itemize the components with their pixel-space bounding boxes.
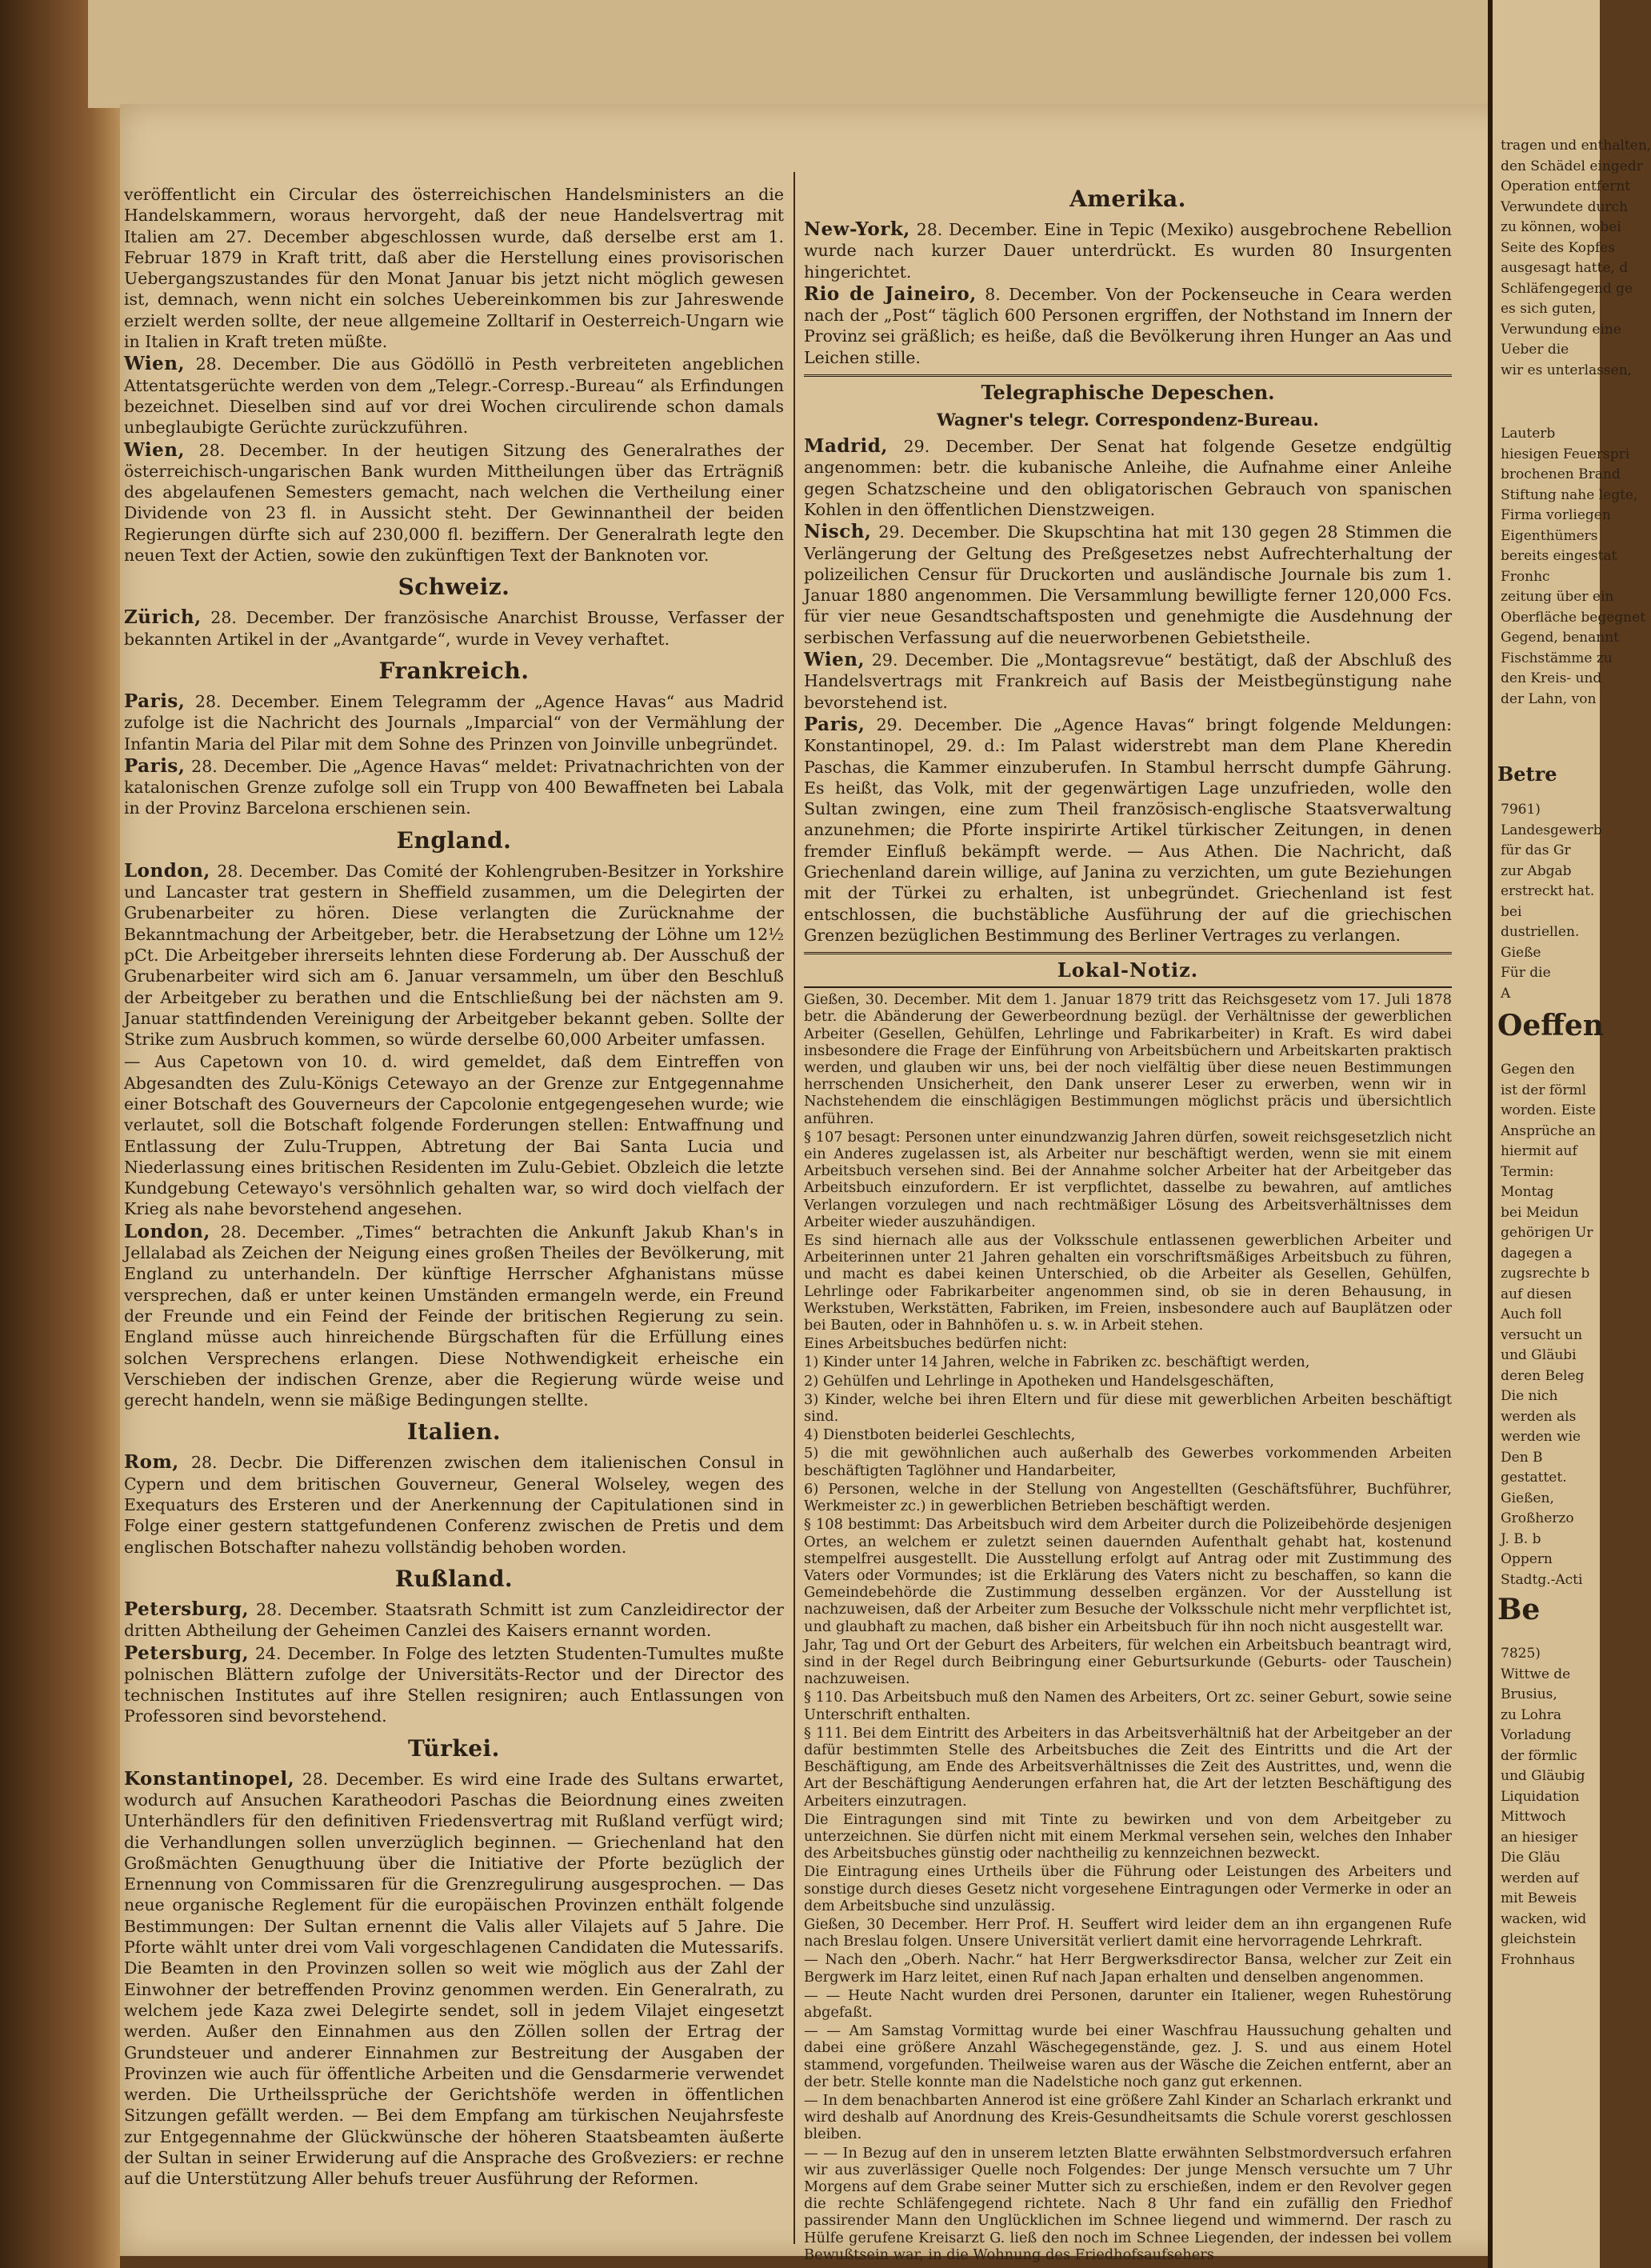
next-page-line: Großherzo [1501, 1510, 1574, 1526]
next-page-text-be [1501, 1644, 1586, 1970]
news-item-madrid: Madrid, 29. December. Der Senat hat folgende Gesetze endgültig angenommen: betr. die kubanische Anleihe, die Aufnahme einer Anleihe gegen Schatzscheine und den obligatorischen Gebrauch von spanischen Kohlen in den öffentlichen Dienstzweigen. [804, 435, 1452, 519]
next-page-line: Gegen den [1501, 1062, 1575, 1078]
next-page-line: Montag [1501, 1184, 1554, 1200]
article-intro: veröffentlicht ein Circular des österreichischen Handelsministers an die Handelskammern, woraus hervorgeht, daß der neue Handelsvertrag mit Italien am 27. December abgeschlossen wurde, daß derselbe erst am 1. Februar 1879 in Kraft tritt, daß aber die Herstellung eines provisorischen Uebergangszustandes für den Monat Januar bis jetzt nicht möglich gewesen ist, demnach, wenn nicht ein solches Uebereinkommen bis zur Jahreswende erzielt werden sollte, der neue allgemeine Zolltarif in Oesterreich-Ungarn wie in Italien in Kraft treten müßte. [124, 185, 784, 352]
next-page-line: zur Abgab [1501, 862, 1572, 879]
next-page-line: ausgesagt hatte, d [1501, 260, 1629, 276]
next-page-line: Oppern [1501, 1551, 1553, 1567]
news-item-paris-1: Paris, 28. December. Einem Telegramm der „Agence Havas“ aus Madrid zufolge ist die Nachricht des Journals „Imparcial“ von der Vermählung der Infantin Maria del Pilar mit dem Sohne des Prinzen von Joinville unbegründet. [124, 690, 784, 754]
news-item-paris-2: Paris, 28. December. Die „Agence Havas“ meldet: Privatnachrichten von der katalonischen Grenze zufolge soll ein Trupp von 400 Bewaffneten bei Labala in der Provinz Barcelona erschienen sein. [124, 754, 784, 818]
next-page-line: Die Gläu [1501, 1850, 1561, 1866]
next-page-line: und Gläubi [1501, 1347, 1577, 1363]
next-page-line: Landesgewerb [1501, 822, 1602, 838]
next-page-text-oeffentlich [1501, 1060, 1596, 1590]
page-top-edge [88, 0, 1524, 108]
lokal-paragraph: — — Am Samstag Vormittag wurde bei einer Waschfrau Haussuchung gehalten und dabei eine größere Anzahl Wäschegegenstände, gez. J. S. und aus einem Hotel stammend, vorgefunden. Theilweise waren aus der Wäsche die Zeichen entfernt, aber an der betr. Stelle konnte man die Nadelstiche noch ganz gut erkennen. [804, 2022, 1452, 2090]
next-page-line: wacken, wid [1501, 1910, 1587, 1927]
next-page-line: der förmlic [1501, 1747, 1577, 1764]
next-page-edge [1493, 0, 1651, 2268]
next-page-line: Schläfengegend ge [1501, 280, 1633, 297]
next-page-line: Gegend, benannt [1501, 630, 1619, 646]
lokal-paragraph: — Nach den „Oberh. Nachr.“ hat Herr Bergwerksdirector Bansa, welcher zur Zeit ein Bergwerk im Harz leitet, einen Ruf nach Japan erhalten und denselben angenommen. [804, 1951, 1452, 1986]
next-page-line: deren Beleg [1501, 1367, 1585, 1384]
next-page-line: Stadtg.-Acti [1501, 1571, 1583, 1588]
lokal-paragraph: Gießen, 30 December. Herr Prof. H. Seuffert wird leider dem an ihn ergangenen Rufe nach Breslau folgen. Unsere Universität verliert damit eine hervorragende Lehrkraft. [804, 1915, 1452, 1950]
next-page-line: bei Meidun [1501, 1204, 1579, 1221]
next-page-heading-be: Be [1497, 1593, 1541, 1626]
next-page-line: brochenen Brand [1501, 466, 1621, 482]
lokal-list-item: 2) Gehülfen und Lehrlinge in Apotheken und Handelsgeschäften, [804, 1372, 1274, 1390]
next-page-line: hiermit auf [1501, 1143, 1577, 1159]
next-page-line: Fronhc [1501, 568, 1550, 585]
lokal-paragraph: § 110. Das Arbeitsbuch muß den Namen des Arbeiters, Ort zc. seiner Geburt, sowie seine Unterschrift enthalten. [804, 1689, 1452, 1723]
next-page-line: zugsrechte b [1501, 1266, 1590, 1282]
next-page-line: 7825) [1501, 1646, 1541, 1662]
next-page-line: Operation entfernt [1501, 178, 1631, 194]
next-page-line: J. B. b [1501, 1530, 1541, 1547]
lokal-list-item: 5) die mit gewöhnlichen auch außerhalb des Gewerbes vorkommenden Arbeiten beschäftigten Taglöhner und Handarbeiter, [804, 1445, 1452, 1479]
next-page-line: werden auf [1501, 1870, 1579, 1886]
next-page-line: Ansprüche an [1501, 1122, 1596, 1139]
next-page-line: tragen und enthalten, [1501, 138, 1651, 154]
next-page-line: A [1501, 985, 1511, 1002]
column-divider [794, 172, 795, 2244]
next-page-line: versucht un [1501, 1326, 1583, 1343]
news-item-zuerich: Zürich, 28. December. Der französische Anarchist Brousse, Verfasser der bekannten Artikel in der „Avantgarde“, wurde in Vevey verhaftet. [124, 606, 784, 649]
next-page-line: Firma vorliegen [1501, 507, 1611, 523]
next-page-line: Liquidation [1501, 1788, 1580, 1805]
next-page-line: auf diesen [1501, 1286, 1572, 1302]
section-heading-frankreich: Frankreich. [378, 657, 530, 684]
section-divider [804, 952, 1452, 954]
next-page-line: Die nich [1501, 1388, 1558, 1404]
next-page-line: Den B [1501, 1449, 1543, 1466]
section-heading-england: England. [396, 826, 512, 854]
section-heading-schweiz: Schweiz. [398, 574, 510, 601]
news-item-london-1: London, 28. December. Das Comité der Kohlengruben-Besitzer in Yorkshire und Lancaster trat gestern in Sheffield zusammen, um die Delegirten der Grubenarbeiter zu hören. Diese verlangten die Zurücknahme der Bekanntmachung der Arbeitgeber, betr. die Herabsetzung der Löhne um 12½ pCt. Die Arbeitgeber ihrerseits lehnten diese Forderung ab. Der Ausschuß der Grubenarbeiter wird sich am 6. Januar versammeln, um über den Beschluß der Arbeitgeber zu berathen und die Entschließung bei der nächsten am 9. Januar stattfindenden Vereinigung der Arbeitgeber bekannt geben. Sollte der Strike zum Ausbruch kommen, so würde derselbe 60,000 Arbeiter umfassen. [124, 859, 784, 1050]
next-page-line: Wittwe de [1501, 1666, 1571, 1682]
section-heading-russland: Rußland. [394, 1565, 514, 1592]
news-item-wien-2: Wien, 28. December. In der heutigen Sitzung des Generalrathes der österreichisch-ungarischen Bank wurden Mittheilungen über das Erträgniß des abgelaufenen Semesters gemacht, nach welchen die Vertheilung einer Dividende von 23 fl. in Aussicht steht. Der Gewinnantheil der beiden Regierungen dürfte sich auf 230,000 fl. beziffern. Der Generalrath legte den neuen Text der Actien, sowie den zukünftigen Text der Banknoten vor. [124, 438, 784, 566]
lokal-notiz-body [804, 991, 1452, 2263]
next-page-line: für das Gr [1501, 842, 1571, 858]
next-page-line: gehörigen Ur [1501, 1225, 1593, 1241]
lokal-list-item: 3) Kinder, welche bei ihren Eltern und für diese mit gewerblichen Arbeiten beschäftigt sind. [804, 1390, 1452, 1426]
next-page-line: es sich guten, [1501, 301, 1597, 317]
lokal-paragraph: Es sind hiernach alle aus der Volksschule entlassenen gewerblichen Arbeiter und Arbeiterinnen unter 21 Jahren gehalten ein vorschriftsmäßiges Arbeitsbuch zu führen, und macht es dabei keinen Unterschied, ob die Arbeiter als Gesellen, Gehülfen, Lehrlinge oder Fabrikarbeiter angenommen sind, ob sie in deren Behausung, in Werkstuben, Werkstätten, Fabriken, im Freien, insbesondere auch auf Bauplätzen oder bei Bauten, oder in Bahnhöfen u. s. w. in Arbeit stehen. [804, 1232, 1452, 1334]
news-item-konstantinopel: Konstantinopel, 28. December. Es wird eine Irade des Sultans erwartet, wodurch auf Ansuchen Karatheodori Paschas die Beiordnung eines zweiten Unterhändlers für den definitiven Friedensvertrag mit Rußland verfügt wird; die Verhandlungen sollen unverzüglich beginnen. — Griechenland hat den Großmächten Genugthuung über die Initiative der Pforte bezüglich der Ernennung von Commissaren für die Grenzregulirung ausgesprochen. — Das neue organische Reglement für die europäischen Provinzen enthält folgende Bestimmungen: Der Sultan ernennt die Valis aller Vilajets auf 5 Jahre. Die Pforte wählt unter drei vom Vali vorgeschlagenen Candidaten die Mutessarifs. Die Beamten in den Provinzen sollen so weit wie möglich aus der Zahl der Einwohner der betreffenden Provinz genommen werden. Ein Generalrath, zu welchem jede Kaza zwei Delegirte sendet, soll in jedem Vilajet eingesetzt werden. Außer den Einnahmen aus den Zöllen sollen der Ertrag der Grundsteuer und anderer Einnahmen zur Bestreitung der Ausgaben der Provinzen wie auch für öffentliche Arbeiten und die Gensdarmerie verwendet werden. Die Urtheilssprüche der Gerichtshöfe werden in öffentlichen Sitzungen gefällt werden. — Bei dem Empfang am türkischen Neujahrsfeste zur Entgegennahme der Glückwünsche der höheren Staatsbeamten äußerte der Sultan in seiner Erwiderung auf die Ansprache des Großveziers: er rechne auf die Unterstützung Aller behufs treuer Ausführung der Reformen. [124, 1767, 784, 2189]
next-page-line: den Schädel eingedr [1501, 158, 1643, 174]
next-page-line: gestattet. [1501, 1470, 1567, 1486]
lokal-paragraph: Die Eintragung eines Urtheils über die Führung oder Leistungen des Arbeiters und sonstige durch dieses Gesetz nicht vorgesehene Eintragungen oder Vermerke in oder an dem Arbeitsbuche sind unzulässig. [804, 1863, 1452, 1914]
lokal-paragraph: — In dem benachbarten Annerod ist eine größere Zahl Kinder an Scharlach erkrankt und wird deshalb auf Anordnung des Kreis-Gesundheitsamts die Schule vorerst geschlossen bleiben. [804, 2092, 1452, 2143]
next-page-line: zu Lohra [1501, 1706, 1562, 1723]
section-heading-lokal: Lokal-Notiz. [1057, 958, 1199, 982]
next-page-line: Gieße [1501, 944, 1541, 961]
news-item-rom: Rom, 28. Decbr. Die Differenzen zwischen dem italienischen Consul in Cypern und dem britischen Gouverneur, General Wolseley, wegen des Exequaturs des Ersteren und der Anerkennung der Capitulationen sind in Folge einer gestern stattgefundenen Conferenz zwischen de Pretis und dem englischen Botschafter nahezu vollständig behoben worden. [124, 1451, 784, 1557]
lokal-paragraph: — — Heute Nacht wurden drei Personen, darunter ein Italiener, wegen Ruhestörung abgefaßt. [804, 1986, 1452, 2021]
next-page-heading-oeffentlich: Oeffen [1497, 1009, 1604, 1042]
next-page-line: Eigenthümers [1501, 527, 1598, 544]
section-heading-italien: Italien. [406, 1418, 502, 1446]
next-page-line: worden. Eiste [1501, 1102, 1597, 1118]
next-page-line: zeitung über ein [1501, 589, 1614, 605]
left-column [124, 184, 784, 2244]
next-page-line: Auch foll [1501, 1306, 1562, 1322]
news-item-capetown: — Aus Capetown von 10. d. wird gemeldet, daß dem Eintreffen von Abgesandten des Zulu-Königs Cetewayo an der Grenze zur Entgegennahme einer Botschaft des Gouverneurs der Capcolonie entgegengesehen wurde; wie verlautet, soll die Botschaft folgende Forderungen stellen: Entwaffnung und Entlassung der Zulu-Truppen, Abtretung der Bai Santa Lucia und Niederlassung eines britischen Residenten im Zulu-Gebiet. Obzleich die letzte Kundgebung Cetewayo's versöhnlich gehalten war, so wird doch vielfach der Krieg als nahe bevorstehend angesehen. [124, 1052, 784, 1219]
next-page-line: dustriellen. [1501, 924, 1580, 940]
lokal-paragraph: Jahr, Tag und Ort der Geburt des Arbeiters, für welchen ein Arbeitsbuch beantragt wird, sind in der Regel durch Beibringung einer Geburtsurkunde (Geburts- oder Tauschein) nachzuweisen. [804, 1636, 1452, 1688]
next-page-line: an hiesiger [1501, 1829, 1578, 1846]
next-page-line: der Lahn, von [1501, 690, 1597, 707]
section-divider [804, 374, 1452, 377]
lokal-list-item: 1) Kinder unter 14 Jahren, welche in Fabriken zc. beschäftigt werden, [804, 1354, 1310, 1371]
next-page-line: hiesigen Feuerspri [1501, 446, 1630, 462]
next-page-line: Frohnhaus [1501, 1951, 1575, 1968]
next-page-line: Stiftung nahe legte, [1501, 486, 1638, 503]
lokal-paragraph: Gießen, 30. December. Mit dem 1. Januar 1879 tritt das Reichsgesetz vom 17. Juli 1878 betr. die Abänderung der Gewerbeordnung bezügl. der Verhältnisse der gewerblichen Arbeiter (Gesellen, Gehülfen, Lehrlinge und Fabrikarbeiter) in Kraft. Es wird dabei insbesondere die Frage der Einführung von Arbeitsbüchern und Arbeitskarten praktisch werden, und glauben wir uns, bei der noch vielfältig über diese neuen Bestimmungen herrschenden Unsicherheit, den Dank unserer Leser zu erwerben, wenn wir in Nachstehendem die einschlägigen Bestimmungen möglichst präcis und übersichtlich anführen. [804, 991, 1452, 1127]
next-page-line: ist der förml [1501, 1082, 1587, 1098]
next-page-line: bei [1501, 903, 1522, 920]
news-item-petersburg-1: Petersburg, 28. December. Staatsrath Schmitt ist zum Canzleidirector der dritten Abtheilung der Geheimen Canzlei des Kaisers ernannt worden. [124, 1598, 784, 1641]
next-page-text-mid [1501, 424, 1645, 710]
next-page-line: dagegen a [1501, 1245, 1573, 1262]
news-item-paris-3: Paris, 29. December. Die „Agence Havas“ bringt folgende Meldungen: Konstantinopel, 29. d.: Im Palast widerstrebt man dem Plane Kheredin Paschas, die Kammer einzuberufen. In Stambul herrscht dumpfe Gährung. Es heißt, das Volk, mit der gegenwärtigen Lage unzufrieden, wolle den Sultan zwingen, eine zum Theil französisch-englische Staatsverwaltung anzunehmen; die Pforte inspirirte Artikel türkischer Zeitungen, in denen fremder Einfluß bekämpft werde. — Aus Athen. Die Nachricht, daß Griechenland darein willige, auf Janina zu verzichten, um gute Beziehungen mit der Türkei zu erhalten, ist unbegründet. Griechenland ist fest entschlossen, die buchstäbliche Ausführung der auf die griechischen Grenzen bezüglichen Bestimmung des Berliner Vertrages zu verlangen. [804, 713, 1452, 945]
section-divider [804, 986, 1452, 988]
next-page-line: Vorladung [1501, 1727, 1572, 1743]
next-page-line: Für die [1501, 965, 1551, 981]
next-page-line: zu können, wobei [1501, 219, 1621, 235]
lokal-paragraph: § 107 besagt: Personen unter einundzwanzig Jahren dürfen, soweit reichsgesetzlich nicht ein Anderes zugelassen ist, als Arbeiter nur beschäftigt werden, wenn sie mit einem Arbeitsbuch versehen sind. Bei der Annahme solcher Arbeiter hat der Arbeitgeber das Arbeitsbuch einzufordern. Er ist verpflichtet, dasselbe zu bewahren, auf amtliches Verlangen vorzulegen und nach rechtmäßiger Lösung des Arbeitsverhältnisses dem Arbeiter wieder auszuhändigen. [804, 1128, 1452, 1230]
news-item-nisch: Nisch, 29. December. Die Skupschtina hat mit 130 gegen 28 Stimmen die Verlängerung der Geltung des Preßgesetzes nebst Aufrechterhaltung der polizeilichen Censur für Druckorten und ausländische Journale bis zum 1. Januar 1880 angenommen. Die Versammlung bewilligte ferner 120,000 Fcs. für vier neue Gesandtschaftsposten und genehmigte die Ausdehnung der serbischen Verfassung auf die neuerworbenen Gebietstheile. [804, 521, 1452, 647]
next-page-line: Verwundete durch [1501, 198, 1629, 215]
next-page-line: Fischstämme zu [1501, 650, 1613, 666]
book-binding-left [0, 0, 120, 2268]
section-subheading-bureau: Wagner's telegr. Correspondenz-Bureau. [937, 410, 1319, 430]
next-page-line: gleichstein [1501, 1931, 1577, 1947]
next-page-line: Oberfläche begegnet [1501, 609, 1646, 626]
lokal-list-item: 6) Personen, welche in der Stellung von Angestellten (Geschäftsführer, Buchführer, Werkmeister zc.) in gewerblichen Betrieben beschäftigt werden. [804, 1480, 1452, 1515]
next-page-line: und Gläubig [1501, 1768, 1585, 1784]
lokal-paragraph: Eines Arbeitsbuches bedürfen nicht: [804, 1335, 1068, 1353]
next-page-line: 7961) [1501, 802, 1541, 818]
news-item-london-2: London, 28. December. „Times“ betrachten die Ankunft Jakub Khan's in Jellalabad als Zeichen der Neigung eines großen Theiles der Bevölkerung, mit England zu unterhandeln. Der künftige Herrscher Afghanistans müsse versprechen, daß er unter keinen Umständen ermangeln werde, ein Freund der Freunde und ein Feind der Feinde der britischen Regierung zu sein. England müsse auch hinreichende Bürgschaften für die Erfüllung eines solchen Versprechens erlangen. Diese Nothwendigkeit erheische ein Verschieben der indischen Grenze, aber die Regierung würde weise und gerecht handeln, wenn sie mäßige Bedingungen stellte. [124, 1220, 784, 1410]
news-item-wien-1: Wien, 28. December. Die aus Gödöllö in Pesth verbreiteten angeblichen Attentatsgerüchte werden von dem „Telegr.-Corresp.-Bureau“ als Erfindungen bezeichnet. Dieselben sind auf vor drei Wochen circulirende schon damals unbeglaubigte Gerüchte zurückzuführen. [124, 353, 784, 438]
next-page-line: erstreckt hat. [1501, 883, 1595, 899]
lokal-paragraph: Die Eintragungen sind mit Tinte zu bewirken und von dem Arbeitgeber zu unterzeichnen. Sie dürfen nicht mit einem Merkmal versehen sein, welches den Inhaber des Arbeitsbuches günstig oder nachtheilig zu kennzeichnen bezweckt. [804, 1810, 1452, 1862]
news-item-petersburg-2: Petersburg, 24. December. In Folge des letzten Studenten-Tumultes mußte polnischen Blättern zufolge der Universitäts-Rector und der Director des technischen Institutes auf ihre Stellen resigniren; auch Entlassungen von Professoren sind bevorstehend. [124, 1642, 784, 1726]
next-page-heading-betreff: Betre [1497, 762, 1557, 786]
next-page-line: bereits eingestat [1501, 548, 1617, 564]
next-page-line: Gießen, [1501, 1490, 1554, 1506]
news-item-new-york: New-York, 28. December. Eine in Tepic (Mexiko) ausgebrochene Rebellion wurde nach kurzer Dauer unterdrückt. Es wurden 80 Insurgenten hingerichtet. [804, 218, 1452, 282]
next-page-line: Mittwoch [1501, 1809, 1566, 1825]
lokal-list-item: 4) Dienstboten beiderlei Geschlechts, [804, 1426, 1076, 1444]
right-column [804, 184, 1452, 2263]
next-page-text-top [1501, 136, 1651, 381]
news-item-rio: Rio de Jaineiro, 8. December. Von der Pockenseuche in Ceara werden nach der „Post“ täglich 600 Personen ergriffen, der Nothstand im Innern der Provinz sei gräßlich; es heiße, daß die Bevölkerung ihren Hunger an Aas und Leichen stille. [804, 282, 1452, 367]
section-heading-tuerkei: Türkei. [408, 1734, 500, 1762]
next-page-line: Ueber die [1501, 342, 1569, 358]
lokal-paragraph: § 111. Bei dem Eintritt des Arbeiters in das Arbeitsverhältniß hat der Arbeitgeber an der dafür bestimmten Stelle des Arbeitsbuches die Zeit des Eintritts und die Art der Beschäftigung, am Ende des Arbeitsverhältnisses die Zeit des Austrittes, und, wenn die Art der Beschäftigung Aenderungen erfahren hat, die Art der letzten Beschäftigung des Arbeiters einzutragen. [804, 1724, 1452, 1810]
next-page-line: Verwundung eine [1501, 321, 1621, 338]
next-page-line: Lauterb [1501, 426, 1556, 442]
next-page-line: den Kreis- und [1501, 670, 1602, 686]
next-page-line: mit Beweis [1501, 1890, 1577, 1906]
lokal-paragraph: — — In Bezug auf den in unserem letzten Blatte erwähnten Selbstmordversuch erfahren wir aus zuverlässiger Quelle noch Folgendes: Der junge Mensch versuchte um 7 Uhr Morgens auf dem Grabe seiner Mutter sich zu erschießen, indem er den Revolver gegen die rechte Schläfengegend richtete. Nach 8 Uhr fand ein zufällig den Friedhof passirender Mann den Unglücklichen im Schnee liegend und wimmernd. Der rasch zu Hülfe gerufene Kreisarzt G. ließ den noch im Schnee Liegenden, der indessen bei vollem Bewußtsein war, in die Wohnung des Friedhofsaufsehers [804, 2144, 1452, 2263]
section-heading-telegramme: Telegraphische Depeschen. [981, 381, 1275, 405]
next-page-line: Termin: [1501, 1163, 1554, 1180]
next-page-line: Seite des Kopfes [1501, 239, 1615, 256]
next-page-line: werden wie [1501, 1429, 1581, 1445]
next-page-line: wir es unterlassen, [1501, 362, 1633, 378]
section-heading-amerika: Amerika. [1069, 186, 1186, 212]
next-page-line: werden als [1501, 1408, 1577, 1425]
next-page-text-betreff [1501, 800, 1602, 1004]
news-item-wien-3: Wien, 29. December. Die „Montagsrevue“ bestätigt, daß der Abschluß des Handelsvertrags mit Frankreich auf Basis der Meistbegünstigung nahe bevorstehend ist. [804, 649, 1452, 712]
next-page-line: Brusius, [1501, 1686, 1557, 1702]
lokal-paragraph: § 108 bestimmt: Das Arbeitsbuch wird dem Arbeiter durch die Polizeibehörde desjenigen Ortes, an welchem er zuletzt seinen dauernden Aufenthalt gehabt hat, kostenund stempelfrei ausgestellt. Die Ausstellung erfolgt auf Antrag oder mit Zustimmung des Vaters oder Vormundes; ist die Erklärung des Vaters nicht zu beschaffen, so kann die Gemeindebehörde die Zustimmung desselben ergänzen. Vor der Ausstellung ist nachzuweisen, daß der Arbeiter zum Besuche der Volksschule nicht mehr verpflichtet ist, und glaubhaft zu machen, daß bisher ein Arbeitsbuch für ihn noch nicht ausgestellt war. [804, 1516, 1452, 1635]
